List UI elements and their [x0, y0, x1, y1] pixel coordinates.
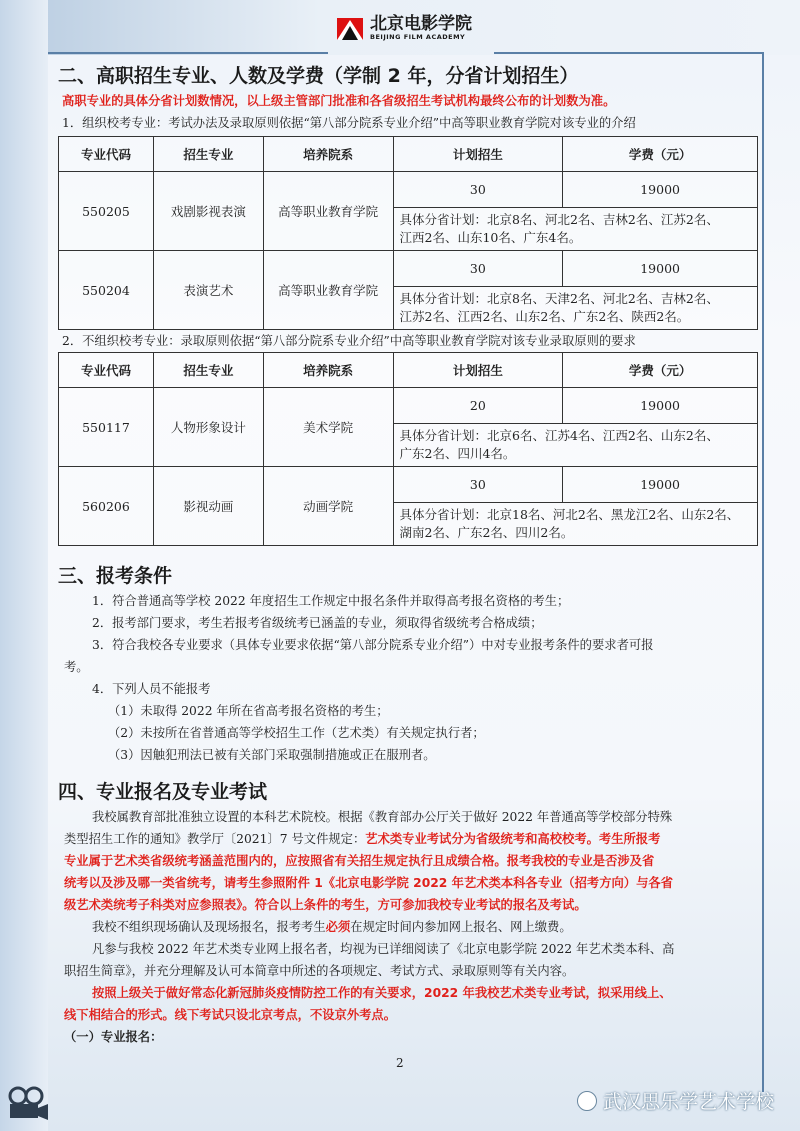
province-plan-line: 具体分省计划：北京6名、江苏4名、江西2名、山东2名、: [399, 428, 719, 443]
major-name: 影视动画: [153, 467, 263, 546]
section2-sub1: 1．组织校考专业：考试办法及录取原则依据“第八部分院系专业介绍”中高等职业教育学院对该专业的介绍: [62, 116, 636, 130]
p1-red-text: 艺术类专业考试分为省级统考和高校校考。考生所报考: [365, 832, 661, 846]
tuition-fee: 19000: [563, 172, 758, 208]
film-camera-icon: [6, 1086, 50, 1122]
major-code: 560206: [59, 467, 154, 546]
header-code: 专业代码: [59, 353, 154, 388]
department: 美术学院: [263, 388, 393, 467]
section4-p4-line: 线下相结合的形式。线下考试只设北京考点，不设京外考点。: [64, 1008, 397, 1022]
logo-chinese-name: 北京电影学院: [370, 14, 472, 34]
province-plan-line: 湖南2名、广东2名、四川2名。: [399, 525, 574, 540]
watermark-text: 武汉思乐学艺术学校: [602, 1091, 774, 1113]
condition-item: 4．下列人员不能报考: [92, 682, 211, 696]
wechat-watermark: [577, 1087, 774, 1114]
wechat-icon: [577, 1091, 597, 1111]
section4-p3-line: 凡参与我校 2022 年艺术类专业网上报名者，均视为已详细阅读了《北京电影学院 2022 年艺术类本科、高: [92, 942, 675, 956]
section3-title: 三、报考条件: [58, 565, 173, 587]
header-fee: 学费（元）: [563, 353, 758, 388]
header-plan: 计划招生: [393, 353, 563, 388]
logo-english-name: BEIJING FILM ACADEMY: [370, 33, 466, 41]
left-border-decoration: [0, 0, 48, 1131]
province-plan: [393, 503, 757, 546]
plan-count: 20: [393, 388, 563, 424]
province-plan-line: 广东2名、四川4名。: [399, 446, 516, 461]
major-name: 人物形象设计: [153, 388, 263, 467]
major-code: 550205: [59, 172, 154, 251]
section4-title: 四、专业报名及专业考试: [58, 781, 268, 803]
academy-logo: [336, 10, 486, 46]
header-code: 专业代码: [59, 137, 154, 172]
header-major: 招生专业: [153, 137, 263, 172]
exclusion-item: （2）未按所在省普通高等学校招生工作（艺术类）有关规定执行者；: [108, 726, 485, 740]
table-row: [59, 388, 758, 424]
section4-p2: [58, 916, 758, 938]
p2-emphasis: 必须: [325, 920, 351, 934]
table-header-row: [59, 353, 758, 388]
condition-item-cont: 考。: [64, 660, 89, 674]
province-plan-line: 江苏2名、江西2名、山东2名、广东2名、陕西2名。: [399, 309, 690, 324]
section4-p1-red-line: 专业属于艺术类省级统考涵盖范围内的，应按照省有关招生规定执行且成绩合格。报考我校的专业是否涉及省: [64, 854, 655, 868]
condition-item: 1．符合普通高等学校 2022 年度招生工作规定中报名条件并取得高考报名资格的考生；: [92, 594, 570, 608]
section4-p1-line: 我校属教育部批准独立设置的本科艺术院校。根据《教育部办公厅关于做好 2022 年普通高等学校部分特殊: [92, 810, 673, 824]
table-row: [59, 251, 758, 287]
condition-item: 3．符合我校各专业要求（具体专业要求依据“第八部分院系专业介绍”）中对专业报考条件的要求者可报: [92, 638, 654, 652]
province-plan: [393, 287, 757, 330]
header-dept: 培养院系: [263, 137, 393, 172]
section4-subheading: （一）专业报名：: [64, 1030, 163, 1044]
table-row: [59, 467, 758, 503]
header-rule-right: [494, 52, 764, 54]
p2-text: 在规定时间内参加网上报名、网上缴费。: [350, 920, 572, 934]
table-row: [59, 172, 758, 208]
table-header-row: [59, 137, 758, 172]
province-plan-line: 江西2名、山东10名、广东4名。: [399, 230, 582, 245]
tuition-fee: 19000: [563, 467, 758, 503]
tuition-fee: 19000: [563, 388, 758, 424]
province-plan: [393, 208, 757, 251]
province-plan-line: 具体分省计划：北京8名、天津2名、河北2名、吉林2名、: [399, 291, 719, 306]
province-plan-line: 具体分省计划：北京18名、河北2名、黑龙江2名、山东2名、: [399, 507, 740, 522]
department: 动画学院: [263, 467, 393, 546]
plan-count: 30: [393, 467, 563, 503]
province-plan: [393, 424, 757, 467]
major-name: 戏剧影视表演: [153, 172, 263, 251]
plan-count: 30: [393, 172, 563, 208]
major-code: 550204: [59, 251, 154, 330]
plan-count: 30: [393, 251, 563, 287]
section2-sub2: 2．不组织校考专业：录取原则依据“第八部分院系专业介绍”中高等职业教育学院对该专业录取原则的要求: [62, 334, 636, 348]
header-dept: 培养院系: [263, 353, 393, 388]
department: 高等职业教育学院: [263, 172, 393, 251]
section4-p1-line: [58, 828, 758, 850]
section4-p1-red-line: 统考以及涉及哪一类省统考，请考生参照附件 1《北京电影学院 2022 年艺术类本科各专业（招考方向）与各省: [64, 876, 673, 890]
header-rule-left: [48, 52, 328, 54]
table-organized-exam: [58, 136, 758, 330]
major-code: 550117: [59, 388, 154, 467]
exclusion-item: （3）因触犯刑法已被有关部门采取强制措施或正在服刑者。: [108, 748, 436, 762]
section2-title: 二、高职招生专业、人数及学费（学制 2 年，分省计划招生）: [58, 65, 579, 87]
exclusion-item: （1）未取得 2022 年所在省高考报名资格的考生；: [108, 704, 389, 718]
header-plan: 计划招生: [393, 137, 563, 172]
section2-red-note: 高职专业的具体分省计划数情况，以上级主管部门批准和各省级招生考试机构最终公布的计划数为准。: [62, 94, 616, 108]
right-rule: [762, 52, 764, 1092]
tuition-fee: 19000: [563, 251, 758, 287]
header-major: 招生专业: [153, 353, 263, 388]
header-fee: 学费（元）: [563, 137, 758, 172]
table-no-exam: [58, 352, 758, 546]
province-plan-line: 具体分省计划：北京8名、河北2名、吉林2名、江苏2名、: [399, 212, 719, 227]
department: 高等职业教育学院: [263, 251, 393, 330]
p1-normal-text: 类型招生工作的通知》教学厅〔2021〕7 号文件规定：: [64, 832, 366, 846]
section4-p3-line: 职招生简章》，并充分理解及认可本简章中所述的各项规定、考试方式、录取原则等有关内容。: [64, 964, 575, 978]
page-number: 2: [396, 1056, 404, 1070]
logo-mark-icon: [336, 14, 364, 42]
document-body: [58, 62, 758, 1048]
section4-p1-red-line: 级艺术类统考子科类对应参照表》。符合以上条件的考生，方可参加我校专业考试的报名及考试。: [64, 898, 587, 912]
section4-p4-line: 按照上级关于做好常态化新冠肺炎疫情防控工作的有关要求，2022 年我校艺术类专业考试，拟采用线上、: [92, 986, 672, 1000]
condition-item: 2．报考部门要求，考生若报考省级统考已涵盖的专业，须取得省级统考合格成绩；: [92, 616, 543, 630]
p2-text: 我校不组织现场确认及现场报名，报考考生: [92, 920, 326, 934]
major-name: 表演艺术: [153, 251, 263, 330]
